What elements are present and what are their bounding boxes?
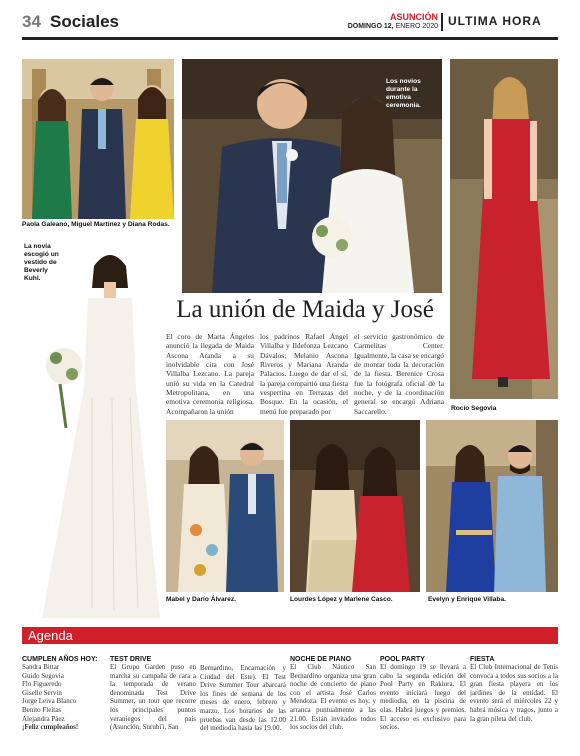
header-date-day: DOMINGO 12, bbox=[347, 23, 394, 30]
header-rule bbox=[22, 37, 558, 40]
header-date bbox=[348, 23, 438, 30]
birthday-name: Guido Segovia bbox=[22, 671, 64, 680]
header-city: ASUNCIÓN bbox=[389, 12, 438, 22]
agenda-noche-piano bbox=[290, 656, 376, 732]
agenda-fiesta bbox=[470, 656, 558, 723]
agenda-bar bbox=[22, 627, 558, 644]
birthday-name: Alejandra Páez bbox=[22, 714, 65, 723]
birthdays-closing: ¡Feliz cumpleaños! bbox=[22, 723, 79, 732]
fiesta-text: El Club Internacional de Tenis convoca a todos sus socios a la gran fiesta playera en los jardines de la entidad. El evento será el miércoles 22 y habrá música y tragos, junto a la gran pileta del club. bbox=[470, 663, 558, 723]
header-divider bbox=[441, 13, 443, 31]
header-date-rest: ENERO 2020 bbox=[395, 23, 438, 30]
birthday-name: Benito Fleitas bbox=[22, 705, 62, 714]
photo-lourdes bbox=[290, 420, 420, 592]
birthdays-list bbox=[22, 663, 106, 732]
caption-trio: Paola Galeano, Miguel Martínez y Diana Rodas. bbox=[22, 221, 170, 228]
photo-trio bbox=[22, 59, 174, 219]
pool-party-heading: POOL PARTY bbox=[380, 656, 425, 663]
caption-evelyn: Evelyn y Enrique Villaba. bbox=[428, 596, 506, 603]
agenda-test-drive bbox=[110, 656, 196, 732]
caption-lourdes: Lourdes López y Marlene Casco. bbox=[290, 596, 393, 603]
page-header bbox=[22, 10, 558, 36]
agenda-title: Agenda bbox=[28, 628, 73, 643]
birthday-name: Giselle Servín bbox=[22, 688, 62, 697]
agenda-test-drive-cont bbox=[200, 664, 286, 733]
birthdays-heading: CUMPLEN AÑOS HOY: bbox=[22, 656, 98, 663]
caption-mabel: Mabel y Darío Álvarez. bbox=[166, 596, 236, 603]
agenda-pool-party bbox=[380, 656, 466, 732]
test-drive-text-2: Bernardino, Encarnación y Ciudad del Este). El Test Drive Summer Tour abarcará los fines de semana de los meses de enero, febrero y marzo. Los horarios de las pruebas van desde las 12.00 del mediodía hasta las 19.00. bbox=[200, 664, 286, 733]
test-drive-heading: TEST DRIVE bbox=[110, 656, 152, 663]
caption-couple-overlay: Los novios durante la emotiva ceremonia. bbox=[386, 78, 421, 109]
noche-piano-heading: NOCHE DE PIANO bbox=[290, 656, 352, 663]
photo-mabel bbox=[166, 420, 284, 592]
article-headline: La unión de Maida y José bbox=[176, 296, 434, 323]
page-number: 34 bbox=[22, 12, 41, 31]
test-drive-text-1: El Grupo Garden puso en marcha su campaña de cara a la temporada de verano denominada Test Drive Summer, un tour que recorre los principales puntos veraniegos del país (Asunción, Surubi'i, San bbox=[110, 663, 196, 732]
article-col-1: El coro de Marta Ángeles anunció la llegada de Maida Ascona Aranda a su inolvidable cita con José Villalba Lezcano. La pareja unió su vida en la Catedral Metropolitana, en una emotiva ceremonia religiosa. Acompañaron la unión bbox=[166, 332, 254, 416]
birthday-name: Sandra Bittar bbox=[22, 663, 60, 671]
pool-party-text: El domingo 19 se llevará a cabo la segunda edición del Pool Party en Rakiura. El evento iniciará luego del mediodía, en la piscina de olas. Habrá juegos y premios. El acceso es exclusivo para socios. bbox=[380, 663, 466, 732]
photo-bride bbox=[22, 238, 162, 622]
section-title: Sociales bbox=[50, 12, 119, 31]
noche-piano-text: El Club Náutico San Bernardino organiza una gran noche de concierto de piano con el artista José Carlos Mendoza. El evento es hoy, y arranca puntualmente a las 21.00. Están invitados todos los socios del club. bbox=[290, 663, 376, 732]
article-col-2: los padrinos Rafael Ángel Villalba y Ildefonza Lezcano Dávalos; Melanio Ascona Riveros y Mariana Aranda Palacios. Luego de dar el sí, la pareja compartió una fiesta vespertina en Terrazas del Bosque. En la ocasión, el menú fue preparado por bbox=[260, 332, 348, 416]
birthday-name: Jorge Leiva Blanco bbox=[22, 697, 77, 706]
article-col-3: el servicio gastronómico de Carmelitas Center. Igualmente, la casa se encargó de montar toda la decoración de la fiesta. Berenice Crosa fue la fotógrafa oficial de la noche, y de la coordinación general se encargó Adriana Saccarello. bbox=[354, 332, 444, 416]
photo-rocio bbox=[450, 59, 558, 399]
caption-bride-overlay: La novia escogió un vestido de Beverly Kuhl. bbox=[24, 243, 59, 282]
ultima-hora-label: ULTIMA HORA bbox=[448, 14, 542, 28]
caption-rocio: Rocío Segovia bbox=[451, 405, 497, 412]
birthday-name: Flo Figueredo bbox=[22, 680, 62, 689]
agenda-birthdays bbox=[22, 656, 106, 732]
photo-evelyn bbox=[426, 420, 558, 592]
fiesta-heading: FIESTA bbox=[470, 656, 495, 663]
